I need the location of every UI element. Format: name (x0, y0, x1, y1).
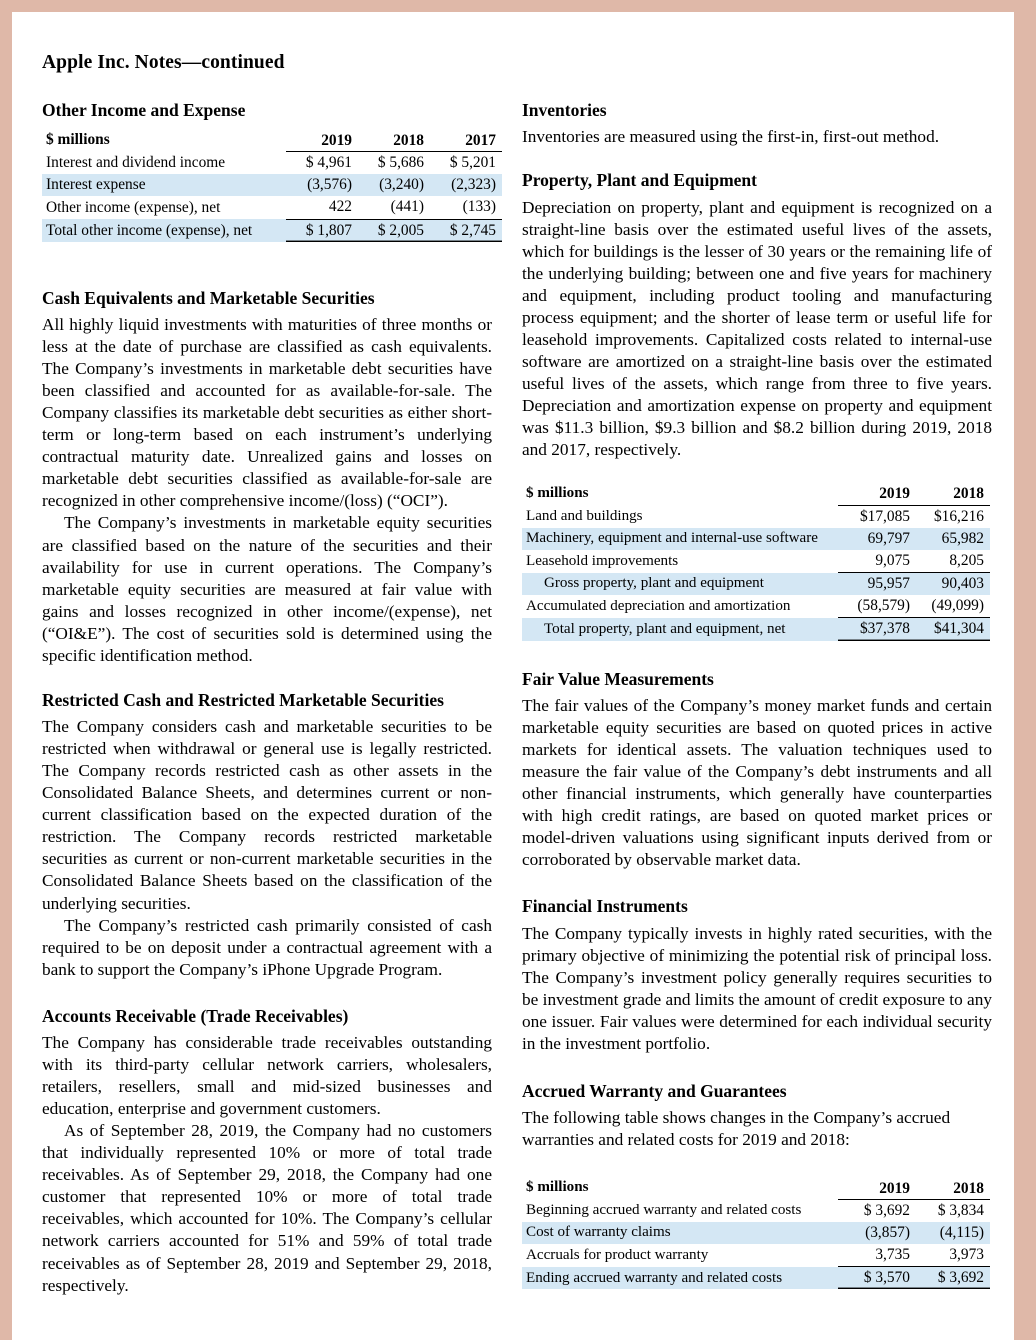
row-label: Leasehold improvements (526, 552, 679, 569)
cell-value: $ 1,807 (286, 219, 358, 242)
heading-accrued-warranty: Accrued Warranty and Guarantees (522, 1080, 787, 1101)
cell-value: (4,115) (916, 1222, 990, 1244)
row-label: Ending accrued warranty and related costs (522, 1267, 838, 1290)
right-column (504, 100, 1014, 1297)
row-label: Other income (expense), net (46, 198, 221, 216)
paragraph-accrued-warranty-1: The following table shows changes in the Company’s accrued warranties and related costs for 2019 and 2018: (522, 1108, 951, 1150)
row-label: Total property, plant and equipment, net (522, 618, 838, 641)
cell-value: 422 (286, 196, 358, 219)
paragraph-accounts-receivable-1: The Company has considerable trade receivables outstanding with its third-party cellular network carriers, wholesalers, retailers, resellers, small and mid-sized businesses and education, enterprise and government customers. (42, 1033, 492, 1119)
table-row (522, 505, 990, 528)
col-header-2019: 2019 (286, 129, 358, 151)
cell-value: $ 3,834 (937, 1201, 984, 1219)
cell-value: $16,216 (933, 507, 984, 525)
table-row-subtotal (522, 573, 990, 596)
table-row (522, 550, 990, 573)
cell-value: (3,576) (286, 174, 358, 196)
table-row-total (42, 219, 502, 242)
table-row-total (522, 1267, 990, 1290)
paragraph-accounts-receivable-2: As of September 28, 2019, the Company had no customers that individually represented 10% or more of total trade receivables. As of September 29, 2018, the Company had one customer that represented 10% or more of total trade receivables, which accounted for 10%. The Company’s cellular network carriers accounted for 51% and 59% of total trade receivables as of September 28, 2019 and September 29, 2018, respectively. (42, 1121, 492, 1295)
row-label: Accruals for product warranty (526, 1246, 709, 1263)
cell-value: $37,378 (838, 618, 916, 641)
row-label: Machinery, equipment and internal-use software (522, 528, 838, 550)
table-header-row (42, 129, 502, 151)
cell-value: $17,085 (859, 507, 910, 525)
table-row (42, 196, 502, 219)
col-header-2018: 2018 (916, 483, 990, 505)
row-label: Land and buildings (526, 507, 643, 524)
cell-value: 95,957 (838, 573, 916, 596)
cell-value: $ 5,201 (449, 154, 496, 172)
document-page (12, 12, 1014, 1340)
paragraph-restricted-cash-2: The Company’s restricted cash primarily consisted of cash required to be on deposit under a contractual agreement with a bank to support the Company’s iPhone Upgrade Program. (42, 915, 492, 979)
row-label: Interest expense (42, 174, 286, 196)
paragraph-ppe-1: Depreciation on property, plant and equipment is recognized on a straight-line basis over the estimated useful lives of the assets, which for buildings is the lesser of 30 years or the remaining life of the underlying building; between one and five years for machinery and equipment, including product tooling and manufacturing process equipment; and the shorter of lease term or useful life for leasehold improvements. Capitalized costs related to internal-use software are amortized on a straight-line basis over the estimated useful lives of the assets, which range from three to five years. Depreciation and amortization expense on property and equipment was $11.3 billion, $9.3 billion and $8.2 billion during 2019, 2018 and 2017, respectively. (522, 197, 992, 460)
cell-value: 90,403 (916, 573, 990, 596)
cell-value: $ 5,686 (377, 154, 424, 172)
heading-fair-value-measurements: Fair Value Measurements (522, 668, 714, 689)
col-header-2018: 2018 (358, 129, 430, 151)
cell-value: $ 2,005 (358, 219, 430, 242)
cell-value: $ 3,692 (916, 1267, 990, 1290)
left-column (12, 100, 504, 1297)
paragraph-cash-equivalents-2: The Company’s investments in marketable equity securities are classified based on the nature of the securities and their availability for use in current operations. The Company’s marketable equity securities are measured at fair value with gains and losses recognized in other income/(expense), net (“OI&E”). The cost of securities sold is determined using the specific identification method. (42, 513, 492, 665)
table-header-row (522, 483, 990, 505)
paragraph-cash-equivalents-1: All highly liquid investments with maturities of three months or less at the date of purchase are classified as cash equivalents. The Company’s investments in marketable debt securities have been classified and accounted for as available-for-sale. The Company classifies its marketable debt securities as either short-term or long-term based on each instrument’s underlying contractual maturity date. Unrealized gains and losses on marketable debt securities classified as available-for-sale are recognized in other comprehensive income/(loss) (“OCI”). (42, 315, 492, 511)
table-row (42, 152, 502, 175)
table-header-row (522, 1177, 990, 1199)
cell-value: 69,797 (838, 528, 916, 550)
cell-value: 3,973 (916, 1244, 990, 1267)
heading-accounts-receivable: Accounts Receivable (Trade Receivables) (42, 1005, 349, 1026)
col-header-2018: 2018 (916, 1177, 990, 1199)
cell-value: $ 2,745 (430, 219, 502, 242)
col-header-units: $ millions (46, 131, 110, 149)
row-label: Cost of warranty claims (522, 1222, 838, 1244)
cell-value: (3,240) (358, 174, 430, 196)
cell-value: 3,735 (838, 1244, 916, 1267)
table-other-income-and-expense (42, 129, 502, 241)
table-row-total (522, 618, 990, 641)
col-header-2019: 2019 (838, 483, 916, 505)
heading-financial-instruments: Financial Instruments (522, 896, 688, 917)
cell-value: (133) (430, 196, 502, 219)
table-accrued-warranty (522, 1177, 990, 1289)
paragraph-financial-instruments-1: The Company typically invests in highly rated securities, with the primary objective of minimizing the potential risk of principal loss. The Company’s investment policy generally requires securities to be investment grade and limits the amount of credit exposure to any one issuer. Fair values were determined for each individual security in the investment portfolio. (522, 923, 992, 1053)
table-row (522, 528, 990, 550)
cell-value: (441) (358, 196, 430, 219)
two-column-body (12, 100, 1014, 1297)
paragraph-restricted-cash-1: The Company considers cash and marketable securities to be restricted when withdrawal or general use is legally restricted. The Company records restricted cash as other assets in the Consolidated Balance Sheets, and determines current or non-current classification based on the expected duration of the restriction. The Company records restricted marketable securities as current or non-current marketable securities in the Consolidated Balance Sheets based on the classification of the underlying securities. (42, 717, 492, 913)
row-label: Interest and dividend income (46, 154, 226, 172)
heading-other-income-and-expense: Other Income and Expense (42, 100, 246, 120)
table-row (42, 174, 502, 196)
heading-restricted-cash: Restricted Cash and Restricted Marketable Securities (42, 689, 444, 710)
col-header-units: $ millions (526, 1179, 589, 1196)
paragraph-fair-value-1: The fair values of the Company’s money market funds and certain marketable equity securities are based on quoted prices in active markets for identical assets. The valuation techniques used to measure the fair value of the Company’s debt instruments and all other financial instruments, which generally have counterparties with high credit ratings, are based on quoted market prices or model-driven valuations using significant inputs derived from or corroborated by observable market data. (522, 695, 992, 870)
cell-value: (49,099) (916, 595, 990, 618)
cell-value: 9,075 (838, 550, 916, 573)
table-wrap-other-income (42, 129, 496, 241)
col-header-2019: 2019 (838, 1177, 916, 1199)
cell-value: $41,304 (916, 618, 990, 641)
row-label: Accumulated depreciation and amortization (526, 598, 791, 615)
cell-value: $ 3,570 (838, 1267, 916, 1290)
cell-value: $ 3,692 (863, 1201, 910, 1219)
row-label: Beginning accrued warranty and related costs (526, 1202, 802, 1219)
page-title: Apple Inc. Notes—continued (42, 52, 285, 73)
heading-property-plant-equipment: Property, Plant and Equipment (522, 170, 757, 191)
row-label: Total other income (expense), net (42, 219, 286, 242)
paragraph-inventories-1: Inventories are measured using the first-in, first-out method. (522, 127, 940, 147)
table-property-plant-equipment (522, 483, 990, 640)
cell-value: (2,323) (430, 174, 502, 196)
row-label: Gross property, plant and equipment (522, 573, 838, 596)
table-row (522, 1222, 990, 1244)
col-header-2017: 2017 (430, 129, 502, 151)
col-header-units: $ millions (526, 485, 589, 502)
cell-value: (58,579) (838, 595, 916, 618)
cell-value: 8,205 (916, 550, 990, 573)
heading-inventories: Inventories (522, 100, 607, 120)
table-wrap-warranty (522, 1177, 992, 1289)
table-row (522, 1244, 990, 1267)
heading-cash-equivalents: Cash Equivalents and Marketable Securities (42, 287, 375, 308)
table-wrap-ppe (522, 483, 992, 640)
cell-value: $ 4,961 (305, 154, 352, 172)
cell-value: 65,982 (916, 528, 990, 550)
table-row (522, 595, 990, 618)
table-row (522, 1199, 990, 1222)
cell-value: (3,857) (838, 1222, 916, 1244)
